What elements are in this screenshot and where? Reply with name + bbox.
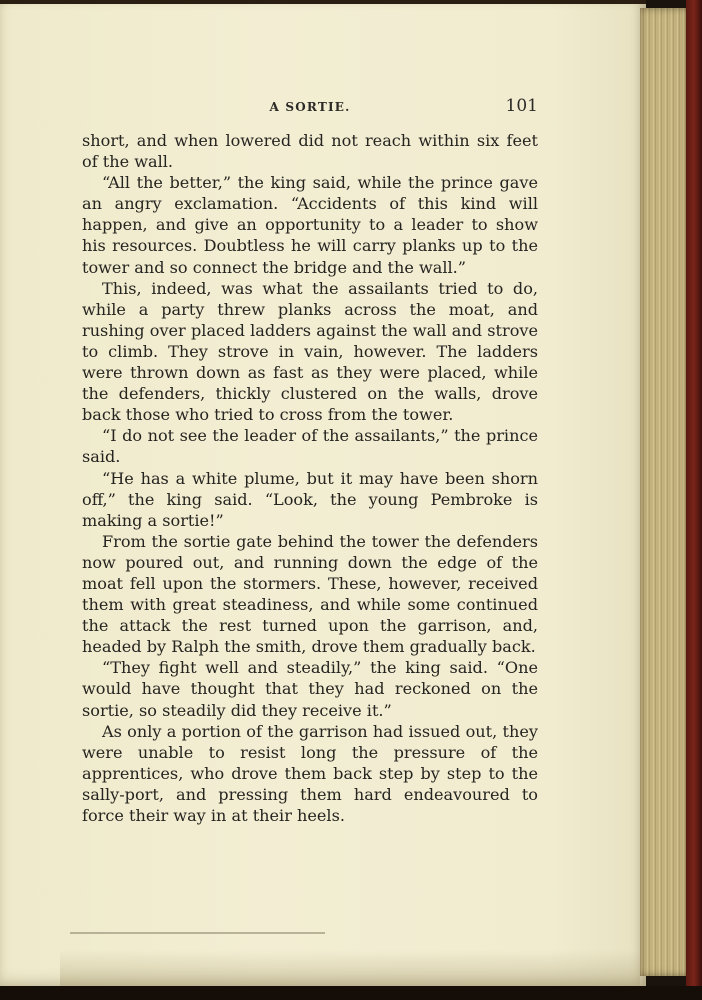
paragraph: short, and when lowered did not reach within six feet of the wall. (82, 131, 538, 172)
paragraph: “They fight well and steadily,” the king said. “One would have thought that they had reckoned on the sortie, so steadily did they receive it.” (82, 658, 538, 720)
scan-bottom-band (0, 986, 702, 1000)
paragraph: This, indeed, was what the assailants tried to do, while a party threw planks across the moat, and rushing over placed ladders against the wall and strove to climb. They strove in vain, however. The ladders were thrown down as fast as they were placed, while the defenders, thickly clustered on the walls, drove back those who tried to cross from the tower. (82, 278, 538, 425)
page-foot-shadow (60, 950, 640, 986)
page-number: 101 (505, 96, 538, 116)
page-smudge (70, 932, 325, 934)
page-header (82, 96, 538, 122)
paragraph: From the sortie gate behind the tower the defenders now poured out, and running down the edge of the moat fell upon the stormers. These, however, received them with great steadiness, and while some continued the attack the rest turned upon the garrison, and, headed by Ralph the smith, drove them gradually back. (82, 531, 538, 657)
body-text (82, 130, 538, 826)
paragraph: “He has a white plume, but it may have been shorn off,” the king said. “Look, the young Pembroke is making a sortie!” (82, 468, 538, 530)
paragraph: “I do not see the leader of the assailants,” the prince said. (82, 426, 538, 467)
running-head: A SORTIE. (269, 100, 351, 114)
page-top-edge (0, 0, 646, 4)
paragraph: “All the better,” the king said, while the prince gave an angry exclamation. “Accidents of this kind will happen, and give an opportunity to a leader to show his resources. Doubtless he will carry planks up to the tower and so connect the bridge and the wall.” (82, 173, 538, 277)
page-block-edges (640, 8, 688, 976)
book-cover-edge (686, 0, 702, 1000)
paragraph: As only a portion of the garrison had issued out, they were unable to resist long the pressure of the apprentices, who drove them back step by step to the sally-port, and pressing them hard endeavoured to force their way in at their heels. (82, 721, 538, 825)
